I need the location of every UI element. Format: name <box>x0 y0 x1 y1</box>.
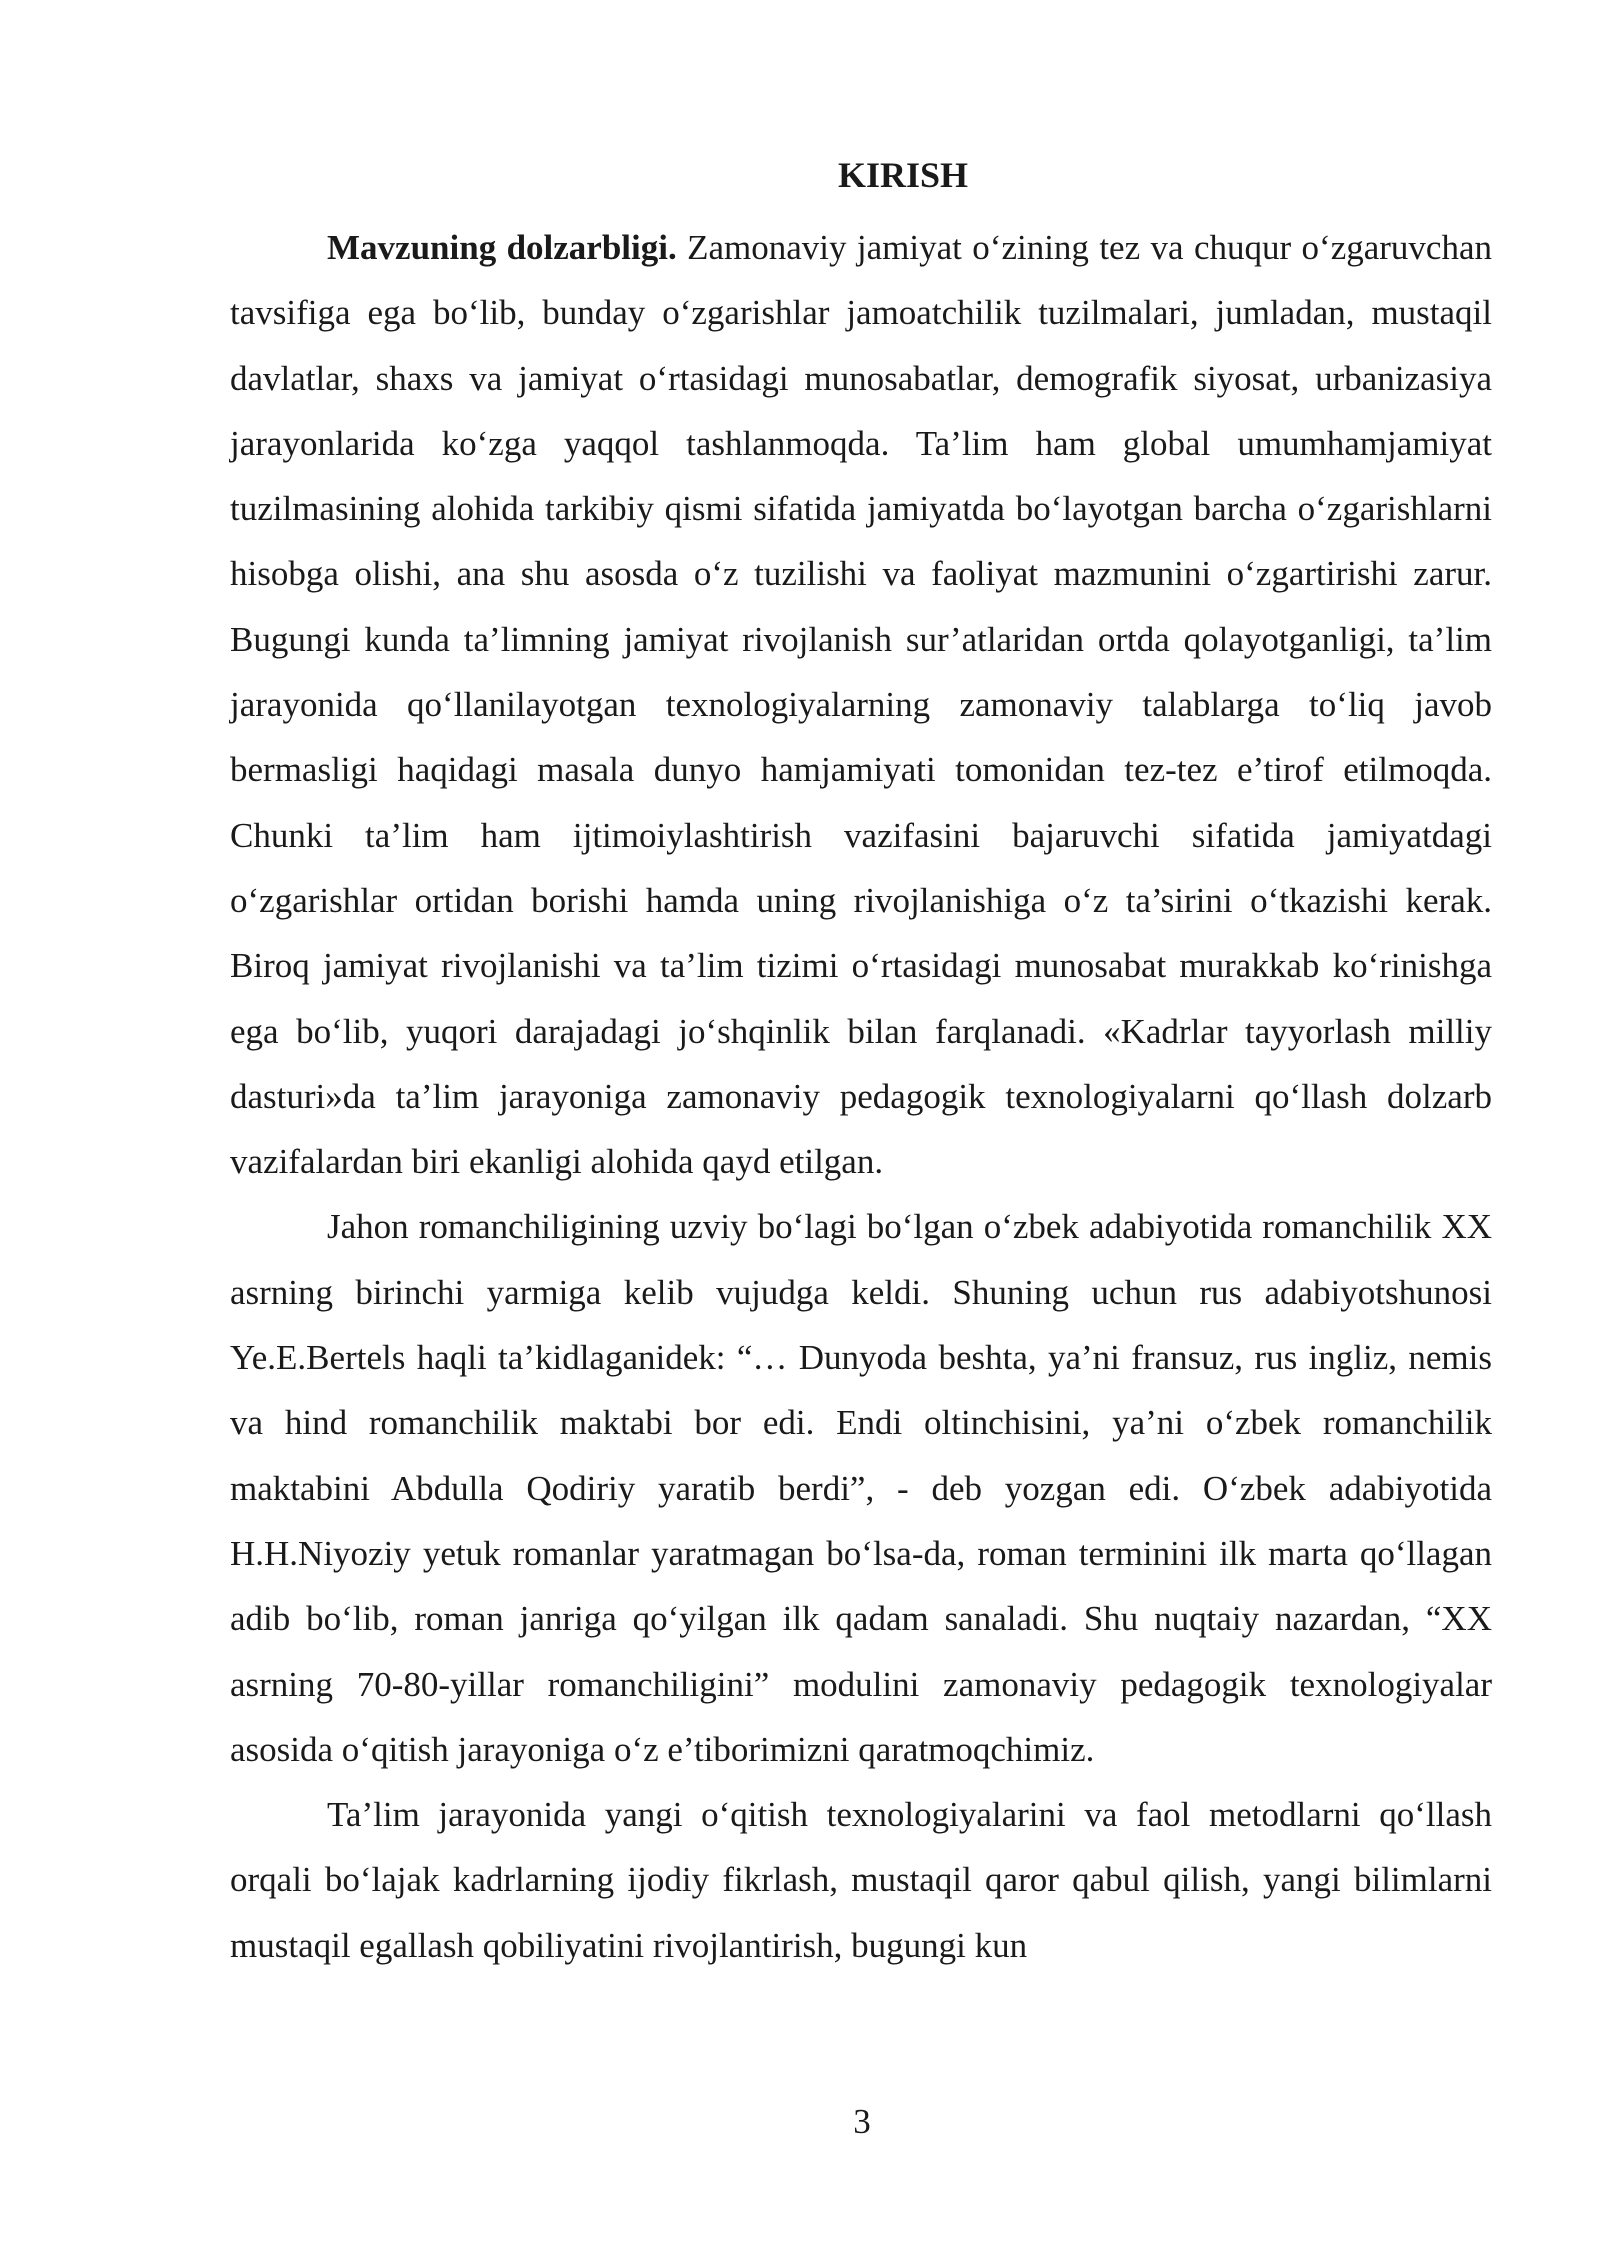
paragraph-relevance <box>230 215 1492 1194</box>
paragraph-talim <box>230 1782 1492 1978</box>
paragraph-lead-bold: Mavzuning dolzarbligi. <box>327 228 677 267</box>
section-heading: KIRISH <box>837 155 969 195</box>
page-number: 3 <box>853 2102 871 2141</box>
paragraph-romanchilik <box>230 1194 1492 1782</box>
paragraph-text: Zamonaviy jamiyat o‘zining tez va chuqur o‘zgaruvchan tavsifiga ega bo‘lib, bunday o‘zgarishlar jamoatchilik tuzilmalari, jumladan, mustaqil davlatlar, shaxs va jamiyat o‘rtasidagi munosabatlar, demografik siyosat, urbanizasiya jarayonlarida ko‘zga yaqqol tashlanmoqda. Ta’lim ham global umumhamjamiyat tuzilmasining alohida tarkibiy qismi sifatida jamiyatda bo‘layotgan barcha o‘zgarishlarni hisobga olishi, ana shu asosda o‘z tuzilishi va faoliyat mazmunini o‘zgartirishi zarur. Bugungi kunda ta’limning jamiyat rivojlanish sur’atlaridan ortda qolayotganligi, ta’lim jarayonida qo‘llanilayotgan texnologiyalarning zamonaviy talablarga to‘liq javob bermasligi haqidagi masala dunyo hamjamiyati tomonidan tez-tez e’tirof etilmoqda. Chunki ta’lim ham ijtimoiylashtirish vazifasini bajaruvchi sifatida jamiyatdagi o‘zgarishlar ortidan borishi hamda uning rivojlanishiga o‘z ta’sirini o‘tkazishi kerak. Biroq jamiyat rivojlanishi va ta’lim tizimi o‘rtasidagi munosabat murakkab ko‘rinishga ega bo‘lib, yuqori darajadagi jo‘shqinlik bilan farqlanadi. «Kadrlar tayyorlash milliy dasturi»da ta’lim jarayoniga zamonaviy pedagogik texnologiyalarni qo‘llash dolzarb vazifalardan biri ekanligi alohida qayd etilgan. <box>230 228 1492 1182</box>
paragraph-text: Ta’lim jarayonida yangi o‘qitish texnologiyalarini va faol metodlarni qo‘llash orqali bo‘lajak kadrlarning ijodiy fikrlash, mustaqil qaror qabul qilish, yangi bilimlarni mustaqil egallash qobiliyatini rivojlantirish, bugungi kun <box>230 1795 1492 1965</box>
page-body <box>230 152 1492 1978</box>
paragraph-text: Jahon romanchiligining uzviy bo‘lagi bo‘lgan o‘zbek adabiyotida romanchilik XX asrning birinchi yarmiga kelib vujudga keldi. Shuning uchun rus adabiyotshunosi Ye.E.Bertels haqli ta’kidlaganidek: “… Dunyoda beshta, ya’ni fransuz, rus ingliz, nemis va hind romanchilik maktabi bor edi. Endi oltinchisini, ya’ni o‘zbek romanchilik maktabini Abdulla Qodiriy yaratib berdi”, - deb yozgan edi. O‘zbek adabiyotida H.H.Niyoziy yetuk romanlar yaratmagan bo‘lsa-da, roman terminini ilk marta qo‘llagan adib bo‘lib, roman janriga qo‘yilgan ilk qadam sanaladi. Shu nuqtaiy nazardan, “XX asrning 70-80-yillar romanchiligini” modulini zamonaviy pedagogik texnologiyalar asosida o‘qitish jarayoniga o‘z e’tiborimizni qaratmoqchimiz. <box>230 1207 1492 1769</box>
